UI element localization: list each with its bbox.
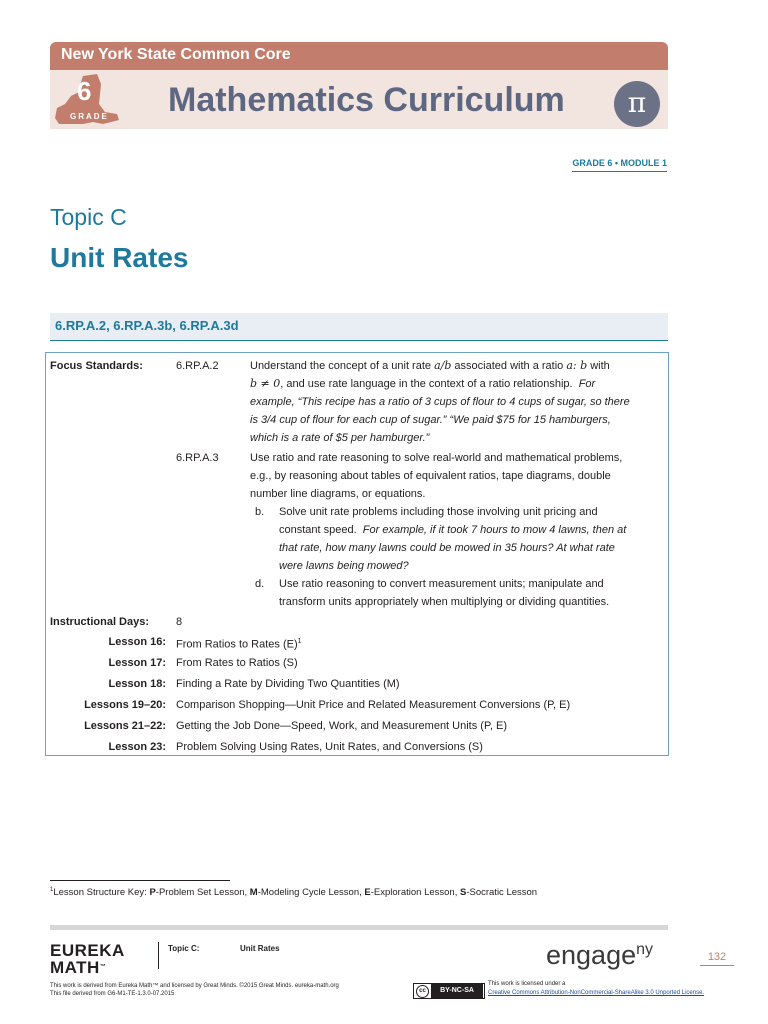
standard-text-line: Use ratio and rate reasoning to solve real-world and mathematical problems, bbox=[250, 452, 623, 464]
text-run: Understand the concept of a unit rate bbox=[250, 360, 435, 372]
sub-standard-line: were lawns being mowed? bbox=[279, 560, 409, 572]
sub-standard-line: transform units appropriately when multiplying or dividing quantities. bbox=[279, 596, 610, 608]
lesson-title: Getting the Job Done—Speed, Work, and Measurement Units (P, E) bbox=[176, 720, 507, 732]
eureka-math-logo bbox=[50, 942, 125, 976]
module-label: GRADE 6 • MODULE 1 bbox=[572, 158, 667, 172]
key-letter: P bbox=[149, 887, 156, 899]
lesson-label: Lessons 19–20: bbox=[84, 699, 166, 711]
creative-commons-badge[interactable] bbox=[413, 983, 485, 999]
trademark: ™ bbox=[99, 964, 107, 970]
cc-label: BY-NC-SA bbox=[431, 984, 483, 998]
standard-code: 6.RP.A.2 bbox=[176, 360, 219, 372]
math-expression: a: b bbox=[566, 359, 588, 372]
key-text: -Socratic Lesson bbox=[466, 887, 538, 899]
text-run: For bbox=[578, 378, 596, 390]
lesson-title: From Rates to Ratios (S) bbox=[176, 657, 298, 669]
logo-text: engage bbox=[546, 940, 637, 970]
focus-standards-heading: Focus Standards: bbox=[50, 360, 143, 372]
footer-rule bbox=[50, 925, 668, 930]
focus-standards-box bbox=[45, 352, 669, 756]
text-run: For example, if it took 7 hours to mow 4 lawns, then at bbox=[362, 524, 627, 536]
standard-text-line: example, “This recipe has a ratio of 3 cups of flour to 4 cups of sugar, so there bbox=[250, 396, 630, 408]
lesson-title: Comparison Shopping—Unit Price and Related Measurement Conversions (P, E) bbox=[176, 699, 571, 711]
lesson-title: Problem Solving Using Rates, Unit Rates, and Conversions (S) bbox=[176, 741, 483, 753]
lesson-label: Lesson 18: bbox=[108, 678, 166, 690]
instructional-days-label: Instructional Days: bbox=[50, 616, 150, 628]
legal-line: This file derived from G6-M1-TE-1.3.0-07.2015 bbox=[50, 991, 175, 997]
lesson-label: Lessons 21–22: bbox=[84, 720, 166, 732]
topic-title: Unit Rates bbox=[50, 242, 189, 273]
math-expression: b ≠ 0 bbox=[250, 377, 281, 390]
lesson-title bbox=[176, 633, 302, 654]
footnote-marker: 1 bbox=[297, 638, 302, 645]
text-run: , and use rate language in the context of a ratio relationship. bbox=[280, 378, 573, 390]
footnote-lead: Lesson Structure Key: bbox=[53, 887, 150, 899]
instructional-days-value: 8 bbox=[176, 616, 183, 628]
engageny-logo bbox=[546, 940, 653, 971]
standard-text-line: is 3/4 cup of flour for each cup of sugar.” “We paid $75 for 15 hamburgers, bbox=[250, 414, 611, 426]
footnote-rule bbox=[50, 880, 230, 881]
standard-text-line: which is a rate of $5 per hamburger.” bbox=[250, 432, 430, 444]
curriculum-title: Mathematics Curriculum bbox=[168, 81, 565, 119]
lesson-label: Lesson 16: bbox=[108, 636, 166, 648]
standards-bar-text: 6.RP.A.2, 6.RP.A.3b, 6.RP.A.3d bbox=[55, 318, 239, 333]
standard-text-line: e.g., by reasoning about tables of equivalent ratios, tape diagrams, double bbox=[250, 470, 611, 482]
banner-title: New York State Common Core bbox=[61, 46, 291, 63]
key-text: -Exploration Lesson, bbox=[370, 887, 460, 899]
sub-standard-marker: b. bbox=[255, 506, 265, 518]
standard-text-line: number line diagrams, or equations. bbox=[250, 488, 426, 500]
topic-label: Topic C bbox=[50, 204, 127, 230]
sub-standard-marker: d. bbox=[255, 578, 265, 590]
sub-standard-line: Use ratio reasoning to convert measurement units; manipulate and bbox=[279, 578, 604, 590]
grade-word: GRADE bbox=[70, 112, 109, 121]
footer-divider bbox=[158, 942, 159, 969]
footer-topic-label: Topic C: bbox=[168, 944, 200, 953]
key-letter: M bbox=[249, 887, 258, 899]
standards-bar bbox=[50, 313, 668, 341]
logo-text: ny bbox=[636, 941, 654, 958]
sub-standard-line: Solve unit rate problems including those involving unit pricing and bbox=[279, 506, 598, 518]
logo-line: EUREKA bbox=[50, 941, 125, 960]
text-run: associated with a ratio bbox=[451, 360, 567, 372]
lesson-label: Lesson 17: bbox=[108, 657, 166, 669]
standard-text-line bbox=[250, 375, 595, 393]
page-number: 132 bbox=[700, 951, 734, 966]
text-run: with bbox=[587, 360, 610, 372]
standard-code: 6.RP.A.3 bbox=[176, 452, 219, 464]
key-letter: E bbox=[364, 887, 371, 899]
license-link[interactable]: Creative Commons Attribution-NonCommercial-ShareAlike 3.0 Unported License. bbox=[488, 990, 705, 996]
key-text: -Problem Set Lesson, bbox=[155, 887, 250, 899]
header-banner bbox=[50, 42, 668, 70]
lesson-title-text: From Ratios to Rates (E) bbox=[176, 638, 298, 651]
sub-standard-line bbox=[279, 521, 626, 539]
footer-unit-label: Unit Rates bbox=[240, 944, 280, 953]
text-run: constant speed. bbox=[279, 524, 357, 536]
license-text: This work is licensed under a bbox=[488, 981, 566, 987]
cc-icon: cc bbox=[416, 985, 429, 998]
sub-standard-line: that rate, how many lawns could be mowed in 35 hours? At what rate bbox=[279, 542, 615, 554]
footnote-number: 1 bbox=[50, 887, 54, 893]
logo-line: MATH bbox=[50, 958, 100, 977]
pi-icon: π bbox=[614, 81, 660, 127]
math-expression: a/b bbox=[434, 359, 452, 372]
legal-line: This work is derived from Eureka Math™ and licensed by Great Minds. ©2015 Great Minds. eureka-math.org bbox=[50, 983, 339, 989]
lesson-label: Lesson 23: bbox=[108, 741, 166, 753]
lesson-title: Finding a Rate by Dividing Two Quantities (M) bbox=[176, 678, 400, 690]
key-letter: S bbox=[459, 887, 467, 899]
standard-text-line bbox=[250, 357, 610, 375]
key-text: -Modeling Cycle Lesson, bbox=[257, 887, 365, 899]
footnote bbox=[50, 887, 537, 898]
grade-number: 6 bbox=[77, 76, 92, 106]
